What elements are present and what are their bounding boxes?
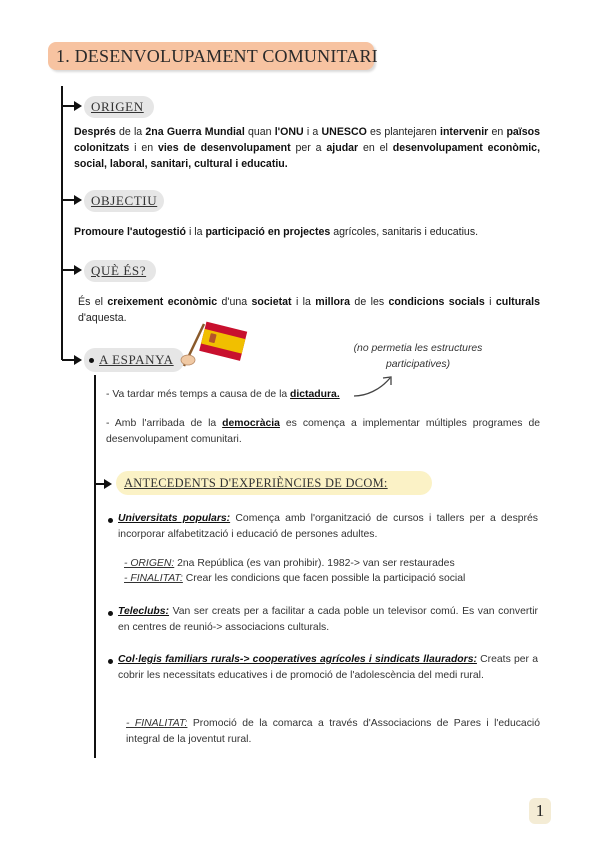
text-run: països colonitzats — [74, 126, 540, 154]
list-item-universitats: Universitats populars: Comença amb l'organització de cursos i tallers per a després incorporar alfabetització i educació de persones adultes. — [118, 513, 538, 540]
text-run: 2na Guerra Mundial — [145, 126, 245, 138]
text-run: ajudar — [326, 142, 359, 154]
text-run: i a — [303, 126, 322, 138]
espanya-line-1: - Va tardar més temps a causa de de la dictadura. — [106, 389, 340, 400]
text-run: i — [484, 296, 496, 308]
text-run: participació en projectes — [205, 226, 331, 238]
text-run: es plantejaren — [366, 126, 440, 138]
arrow-icon — [74, 101, 82, 111]
text-run: Promoure l'autogestió — [74, 226, 186, 238]
bullet-icon — [108, 659, 113, 664]
text-run: de la — [115, 126, 146, 138]
spain-flag-icon — [176, 316, 248, 372]
text-run: societat — [251, 296, 292, 308]
text-run: quan — [244, 126, 275, 138]
section-label-que-es: QUÈ ÉS? — [91, 263, 147, 278]
text-run: l'ONU — [274, 126, 304, 138]
que-es-text — [78, 294, 540, 326]
universitats-finalitat: - FINALITAT: Crear les condicions que facen possible la participació social — [124, 573, 466, 584]
arrow-icon — [74, 195, 82, 205]
text-run: en el — [358, 142, 393, 154]
section-label-espanya: A ESPANYA — [99, 352, 174, 367]
bullet-icon — [108, 518, 113, 523]
text-run: i en — [129, 142, 158, 154]
text-run: UNESCO — [321, 126, 367, 138]
text-run: vies de desenvolupament — [157, 142, 291, 154]
text-run: i la — [186, 226, 206, 238]
page-title: 1. DESENVOLUPAMENT COMUNITARI — [56, 46, 378, 66]
list-item-collegis: Col·legis familiars rurals-> cooperatives agrícoles i sindicats llauradors: Creats per a cobrir les necessitats educatives i de promoció de l'adolescència del medi rural. — [118, 654, 539, 681]
origen-text — [74, 124, 540, 172]
text-run: de les — [350, 296, 389, 308]
antecedents-title: ANTECEDENTS D'EXPERIÈNCIES DE DCOM: — [124, 476, 388, 490]
section-label-objectiu: OBJECTIU — [91, 193, 158, 208]
page-number: 1 — [529, 798, 551, 824]
text-run: agrícoles, sanitaris i educatius. — [330, 226, 479, 238]
text-run: millora — [315, 296, 351, 308]
arrow-icon — [74, 265, 82, 275]
text-run: intervenir — [440, 126, 489, 138]
text-run: i la — [291, 296, 316, 308]
text-run: Després — [74, 126, 116, 138]
text-run: en — [488, 126, 507, 138]
arrow-icon — [74, 355, 82, 365]
text-run: d'aquesta. — [78, 312, 127, 324]
text-run: desenvolupament econòmic, social, laboral, sanitari, cultural i educatiu. — [74, 142, 541, 170]
text-run: És el — [78, 296, 108, 308]
objectiu-text — [74, 224, 540, 240]
bullet-icon — [89, 358, 94, 363]
text-run: creixement econòmic — [107, 296, 218, 308]
espanya-line-2: - Amb l'arribada de la democràcia es comença a implementar múltiples programes de desenvolupament comunitari. — [106, 418, 540, 445]
text-run: d'una — [217, 296, 252, 308]
universitats-origen: - ORIGEN: 2na República (es van prohibir). 1982-> van ser restaurades — [124, 558, 455, 569]
list-item-teleclubs: Teleclubs: Van ser creats per a facilitar a cada poble un televisor comú. Es van convertir en centres de reunió-> associacions culturals. — [118, 606, 538, 633]
text-run: per a — [290, 142, 327, 154]
espanya-note: (no permetia les estructures participatives) — [353, 343, 483, 370]
arrow-icon — [104, 479, 112, 489]
text-run: culturals — [495, 296, 541, 308]
text-run: condicions socials — [388, 296, 485, 308]
collegis-finalitat: - FINALITAT: Promoció de la comarca a través d'Associacions de Pares i l'educació integral de la joventut rural. — [126, 718, 540, 745]
bullet-icon — [108, 611, 113, 616]
section-label-origen: ORIGEN — [91, 99, 144, 114]
